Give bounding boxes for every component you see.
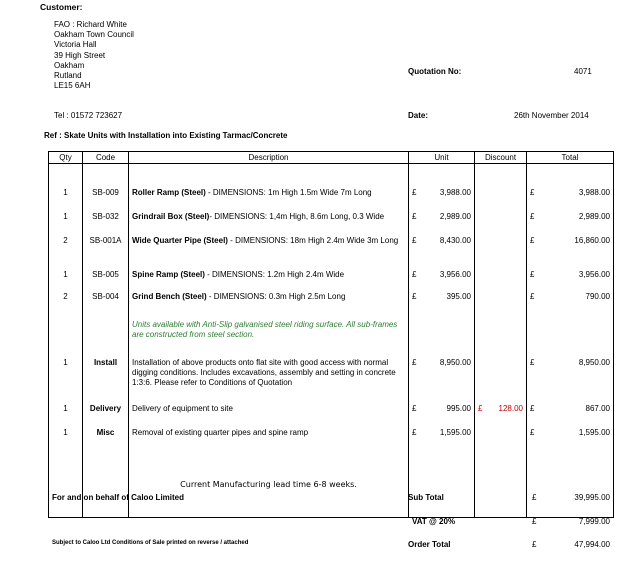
lead-time-note: Current Manufacturing lead time 6-8 weeks.: [129, 480, 409, 508]
address-line: LE15 6AH: [54, 81, 91, 91]
row-total: [527, 270, 614, 292]
table-row: [49, 236, 614, 270]
order-total-label: Order Total: [408, 540, 451, 549]
conditions-text: Subject to Caloo Ltd Conditions of Sale printed on reverse / attached: [52, 540, 249, 546]
on-behalf-text: For and on behalf of Caloo Limited: [52, 493, 184, 502]
currency-symbol: £: [532, 493, 537, 502]
row-code: SB-001A: [83, 236, 129, 270]
product-name: Spine Ramp (Steel): [132, 269, 205, 279]
table-header-row: [49, 152, 614, 164]
row-discount: [475, 188, 527, 212]
unit-price: 395.00: [446, 291, 471, 301]
unit-price: 8,430.00: [439, 235, 471, 245]
product-name: Grind Bench (Steel): [132, 291, 207, 301]
row-qty: 1: [49, 212, 83, 236]
row-total: [527, 188, 614, 212]
sub-total-label: Sub Total: [408, 493, 444, 502]
row-description: Delivery of equipment to site: [129, 404, 409, 428]
row-discount: [475, 358, 527, 404]
row-unit: [409, 358, 475, 404]
vat-label: VAT @ 20%: [412, 517, 456, 526]
currency-symbol: £: [412, 187, 417, 197]
row-qty: 1: [49, 404, 83, 428]
row-total: [527, 404, 614, 428]
currency-symbol: £: [412, 291, 417, 301]
currency-symbol: £: [530, 427, 535, 437]
product-dimensions: - DIMENSIONS: 0.3m High 2.5m Long: [206, 291, 346, 301]
row-code: SB-032: [83, 212, 129, 236]
table-row: [49, 270, 614, 292]
row-unit: [409, 270, 475, 292]
row-description: Removal of existing quarter pipes and spine ramp: [129, 428, 409, 480]
note-row: [49, 320, 614, 358]
line-total: 8,950.00: [578, 357, 610, 367]
currency-symbol: £: [412, 211, 417, 221]
currency-symbol: £: [530, 403, 535, 413]
discount-amount: 128.00: [498, 403, 523, 413]
row-discount: [475, 404, 527, 428]
product-name: Wide Quarter Pipe (Steel): [132, 235, 228, 245]
currency-symbol: £: [412, 427, 417, 437]
row-unit: [409, 188, 475, 212]
line-total: 2,989.00: [578, 211, 610, 221]
table-row: [49, 188, 614, 212]
quotation-date: 26th November 2014: [514, 111, 589, 120]
unit-price: 1,595.00: [439, 427, 471, 437]
header-total: Total: [527, 152, 614, 164]
row-discount: [475, 428, 527, 480]
row-qty: 1: [49, 270, 83, 292]
currency-symbol: £: [530, 357, 535, 367]
customer-address: [54, 20, 134, 91]
row-description: [129, 212, 409, 236]
row-description: [129, 292, 409, 314]
line-total: 16,860.00: [574, 235, 610, 245]
row-qty: 2: [49, 236, 83, 270]
sub-total-value: 39,995.00: [574, 493, 610, 502]
row-total: [527, 358, 614, 404]
row-description: [129, 236, 409, 270]
vat-value: 7,999.00: [578, 517, 610, 526]
customer-heading: Customer:: [40, 2, 83, 12]
row-code: Delivery: [83, 404, 129, 428]
line-total: 3,956.00: [578, 269, 610, 279]
header-discount: Discount: [475, 152, 527, 164]
row-discount: [475, 270, 527, 292]
unit-price: 3,956.00: [439, 269, 471, 279]
row-code: SB-004: [83, 292, 129, 314]
unit-price: 8,950.00: [439, 357, 471, 367]
row-unit: [409, 428, 475, 480]
currency-symbol: £: [532, 540, 537, 549]
currency-symbol: £: [478, 403, 483, 413]
header-description: Description: [129, 152, 409, 164]
row-unit: [409, 236, 475, 270]
address-line: Rutland: [54, 70, 82, 80]
address-line: Oakham Town Council: [54, 30, 134, 40]
currency-symbol: £: [412, 357, 417, 367]
product-dimensions: - DIMENSIONS: 1.2m High 2.4m Wide: [204, 269, 345, 279]
table-row: [49, 404, 614, 428]
row-discount: [475, 236, 527, 270]
currency-symbol: £: [530, 235, 535, 245]
order-total-value: 47,994.00: [574, 540, 610, 549]
quotation-table: [48, 151, 614, 518]
currency-symbol: £: [530, 211, 535, 221]
product-dimensions: - DIMENSIONS: 18m High 2.4m Wide 3m Long: [227, 235, 399, 245]
line-total: 1,595.00: [578, 427, 610, 437]
row-unit: [409, 404, 475, 428]
row-qty: 2: [49, 292, 83, 314]
line-total: 790.00: [585, 291, 610, 301]
row-unit: [409, 292, 475, 314]
header-code: Code: [83, 152, 129, 164]
product-name: Grindrail Box (Steel): [132, 211, 210, 221]
currency-symbol: £: [412, 269, 417, 279]
row-discount: [475, 292, 527, 314]
row-code: SB-009: [83, 188, 129, 212]
product-name: Roller Ramp (Steel): [132, 187, 206, 197]
table-row: [49, 358, 614, 404]
currency-symbol: £: [530, 291, 535, 301]
row-total: [527, 236, 614, 270]
currency-symbol: £: [532, 517, 537, 526]
table-row: [49, 428, 614, 480]
address-line: FAO : Richard White: [54, 20, 127, 29]
header-unit: Unit: [409, 152, 475, 164]
unit-price: 3,988.00: [439, 187, 471, 197]
address-line: Oakham: [54, 60, 85, 70]
row-description: [129, 270, 409, 292]
row-qty: 1: [49, 188, 83, 212]
header-qty: Qty: [49, 152, 83, 164]
address-line: Victoria Hall: [54, 40, 97, 50]
unit-price: 2,989.00: [439, 211, 471, 221]
row-discount: [475, 212, 527, 236]
address-line: 39 High Street: [54, 50, 106, 60]
customer-telephone: Tel : 01572 723627: [54, 111, 123, 120]
row-total: [527, 428, 614, 480]
currency-symbol: £: [530, 269, 535, 279]
row-total: [527, 292, 614, 314]
row-code: SB-005: [83, 270, 129, 292]
row-unit: [409, 212, 475, 236]
row-description: Installation of above products onto flat site with good access with normal digging conditions. Includes excavations, assembly and setting in concrete 1:3:6. Please refer to Conditions of Quotation: [129, 358, 409, 404]
row-qty: 1: [49, 428, 83, 480]
product-dimensions: - DIMENSIONS: 1m High 1.5m Wide 7m Long: [205, 187, 372, 197]
row-code: Install: [83, 358, 129, 404]
currency-symbol: £: [412, 403, 417, 413]
unit-price: 995.00: [446, 403, 471, 413]
row-qty: 1: [49, 358, 83, 404]
row-total: [527, 212, 614, 236]
line-total: 867.00: [585, 403, 610, 413]
quotation-number-label: Quotation No:: [408, 67, 462, 76]
currency-symbol: £: [412, 235, 417, 245]
table-row: [49, 212, 614, 236]
row-code: Misc: [83, 428, 129, 480]
row-description: [129, 188, 409, 212]
line-total: 3,988.00: [578, 187, 610, 197]
product-dimensions: - DIMENSIONS: 1,4m High, 8.6m Long, 0.3 Wide: [209, 211, 385, 221]
anti-slip-note: Units available with Anti-Slip galvanised steel riding surface. All sub-frames are constructed from steel section.: [129, 320, 409, 358]
currency-symbol: £: [530, 187, 535, 197]
date-label: Date:: [408, 111, 429, 120]
quotation-number: 4071: [574, 67, 592, 76]
reference-line: Ref : Skate Units with Installation into Existing Tarmac/Concrete: [44, 131, 288, 140]
table-row: [49, 292, 614, 314]
